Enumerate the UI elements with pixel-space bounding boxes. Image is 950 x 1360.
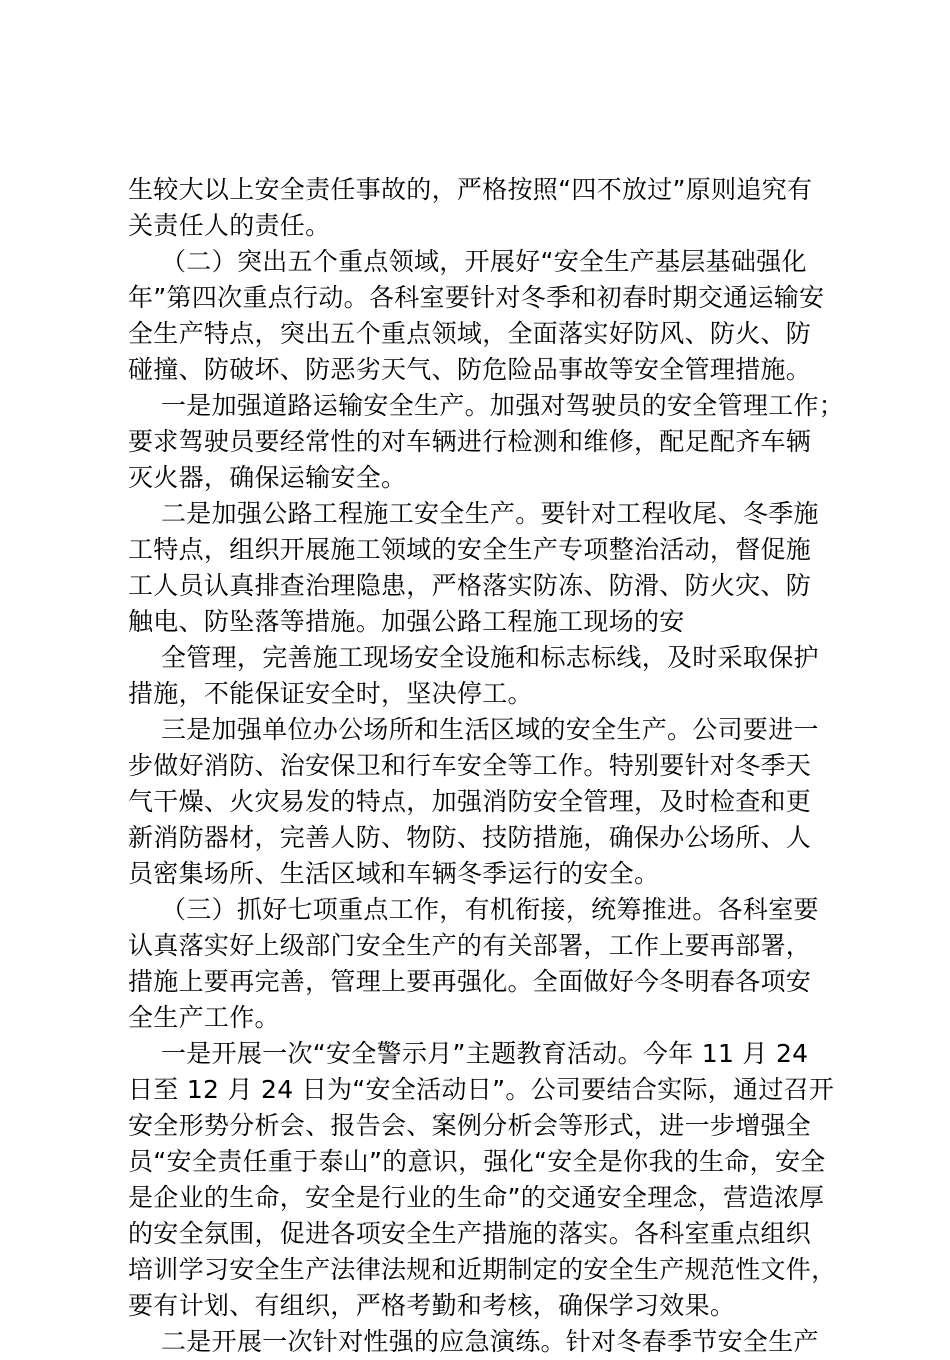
text-line: 年”第四次重点行动。各科室要针对冬季和初春时期交通运输安: [128, 283, 825, 312]
text-line: 的安全氛围，促进各项安全生产措施的落实。各科室重点组织: [128, 1219, 812, 1248]
text-line: 关责任人的责任。: [128, 211, 331, 240]
text-line: 措施上要再完善，管理上要再强化。全面做好今冬明春各项安: [128, 967, 812, 996]
text-line: 触电、防坠落等措施。加强公路工程施工现场的安: [128, 607, 685, 636]
text-line: 一是加强道路运输安全生产。加强对驾驶员的安全管理工作；: [161, 391, 845, 420]
text-line: 日至 12 月 24 日为“安全活动日”。公司要结合实际，通过召开: [128, 1075, 835, 1104]
text-line: 措施，不能保证安全时，坚决停工。: [128, 679, 533, 708]
text-line: （二）突出五个重点领域，开展好“安全生产基层基础强化: [161, 247, 807, 276]
text-line: 二是加强公路工程施工安全生产。要针对工程收尾、冬季施: [161, 499, 819, 528]
text-line: 员“安全责任重于泰山”的意识，强化“安全是你我的生命，安全: [128, 1147, 826, 1176]
text-line: 一是开展一次“安全警示月”主题教育活动。今年 11 月 24: [161, 1039, 809, 1068]
text-line: 要有计划、有组织，严格考勤和考核，确保学习效果。: [128, 1291, 736, 1320]
text-line: 生较大以上安全责任事故的，严格按照“四不放过”原则追究有: [128, 175, 813, 204]
text-line: 培训学习安全生产法律法规和近期制定的安全生产规范性文件，: [128, 1255, 837, 1284]
text-line: 步做好消防、治安保卫和行车安全等工作。特别要针对冬季天: [128, 751, 812, 780]
text-line: 全生产工作。: [128, 1003, 280, 1032]
text-line: 新消防器材，完善人防、物防、技防措施，确保办公场所、人: [128, 823, 812, 852]
text-line: （三）抓好七项重点工作，有机衔接，统筹推进。各科室要: [161, 895, 819, 924]
text-line: 员密集场所、生活区域和车辆冬季运行的安全。: [128, 859, 660, 888]
text-line: 全生产特点，突出五个重点领域，全面落实好防风、防火、防: [128, 319, 812, 348]
text-line: 是企业的生命，安全是行业的生命”的交通安全理念，营造浓厚: [128, 1183, 825, 1212]
text-line: 安全形势分析会、报告会、案例分析会等形式，进一步增强全: [128, 1111, 812, 1140]
text-line: 二是开展一次针对性强的应急演练。针对冬春季节安全生产: [161, 1327, 819, 1356]
text-line: 工特点，组织开展施工领域的安全生产专项整治活动，督促施: [128, 535, 812, 564]
text-line: 灭火器，确保运输安全。: [128, 463, 407, 492]
text-line: 全管理，完善施工现场安全设施和标志标线，及时采取保护: [161, 643, 819, 672]
document-body: [128, 172, 848, 1360]
text-line: 要求驾驶员要经常性的对车辆进行检测和维修，配足配齐车辆: [128, 427, 812, 456]
text-line: 三是加强单位办公场所和生活区域的安全生产。公司要进一: [161, 715, 819, 744]
text-line: 气干燥、火灾易发的特点，加强消防安全管理，及时检查和更: [128, 787, 812, 816]
text-line: 工人员认真排查治理隐患，严格落实防冻、防滑、防火灾、防: [128, 571, 812, 600]
text-line: 认真落实好上级部门安全生产的有关部署，工作上要再部署，: [128, 931, 812, 960]
text-line: 碰撞、防破坏、防恶劣天气、防危险品事故等安全管理措施。: [128, 355, 812, 384]
